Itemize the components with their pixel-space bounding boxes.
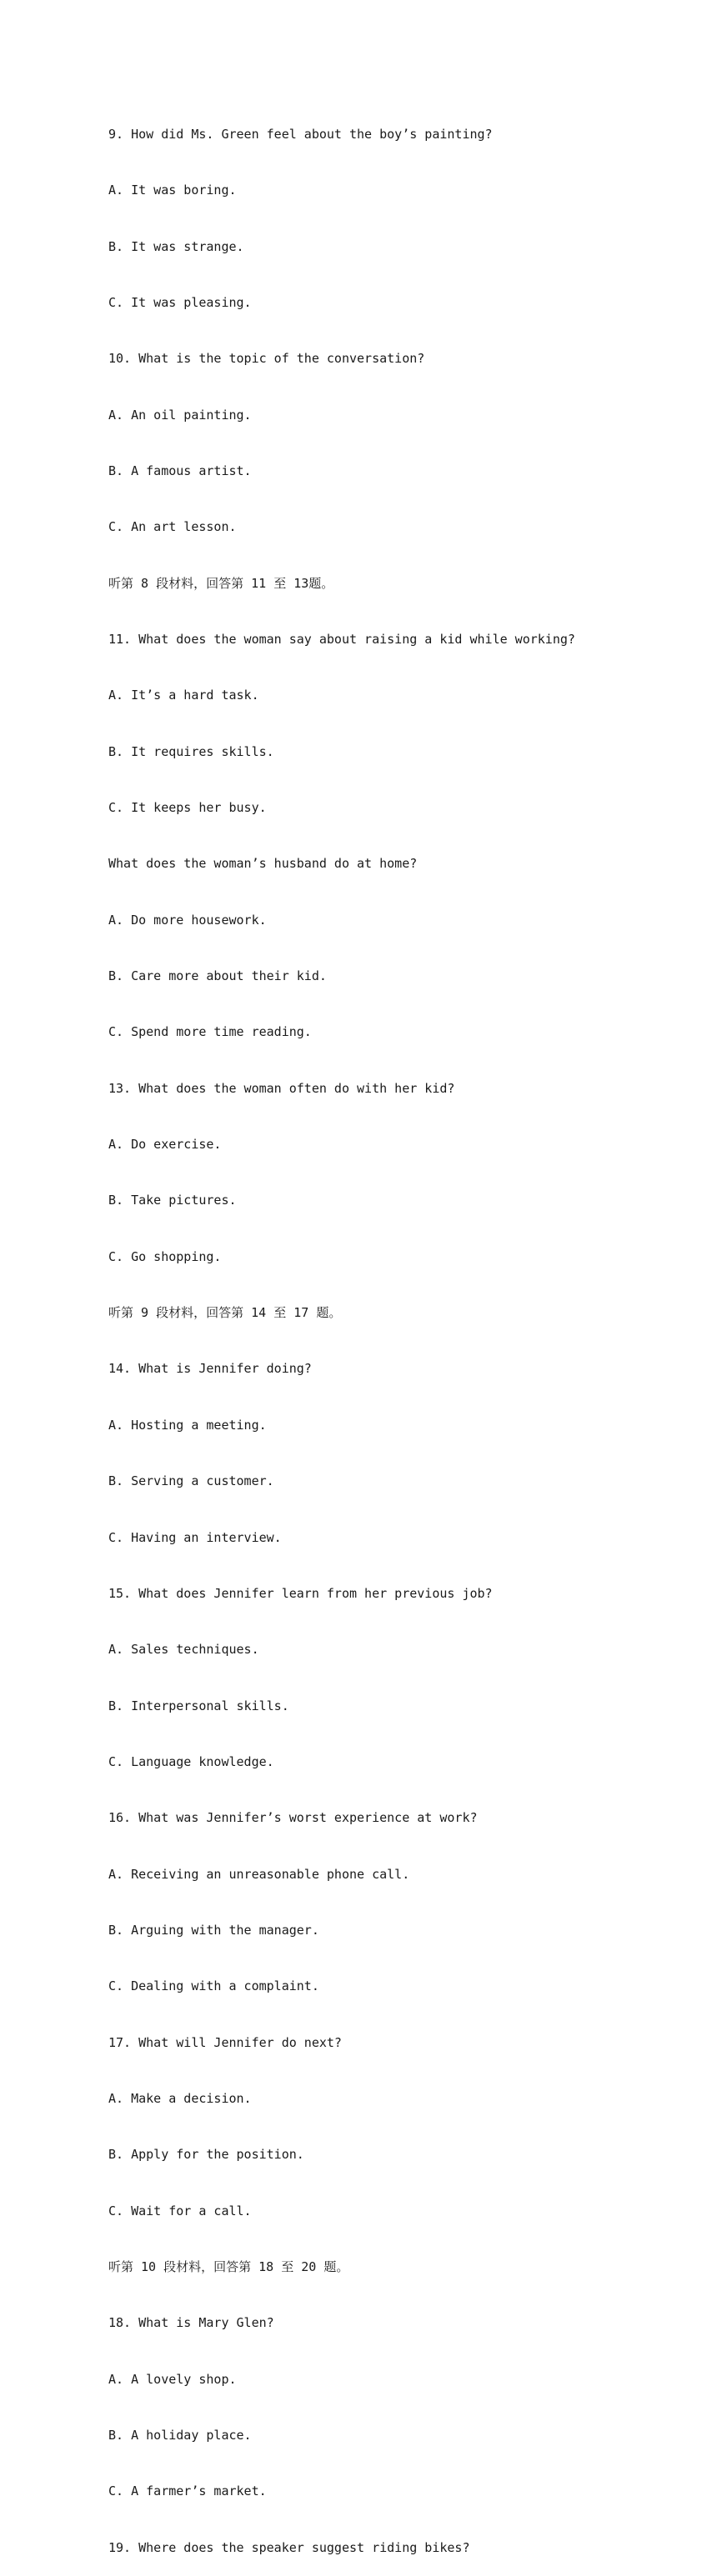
option-17-b: B. Apply for the position. bbox=[108, 2147, 304, 2163]
question-14: 14. What is Jennifer doing? bbox=[108, 1361, 312, 1377]
option-11-b: B. It requires skills. bbox=[108, 743, 274, 759]
section-heading-10: 听第 10 段材料，回答第 18 至 20 题。 bbox=[108, 2258, 349, 2274]
option-9-a: A. It was boring. bbox=[108, 183, 237, 198]
option-10-a: A. An oil painting. bbox=[108, 407, 252, 423]
option-10-b: B. A famous artist. bbox=[108, 463, 252, 478]
option-12-b: B. Care more about their kid. bbox=[108, 968, 327, 984]
question-17: 17. What will Jennifer do next? bbox=[108, 2034, 342, 2050]
question-18: 18. What is Mary Glen? bbox=[108, 2315, 274, 2331]
question-16: 16. What was Jennifer’s worst experience at work? bbox=[108, 1810, 478, 1826]
option-11-c: C. It keeps her busy. bbox=[108, 800, 267, 816]
option-13-a: A. Do exercise. bbox=[108, 1137, 222, 1153]
option-9-b: B. It was strange. bbox=[108, 238, 244, 254]
option-17-a: A. Make a decision. bbox=[108, 2090, 252, 2106]
question-13: 13. What does the woman often do with her kid? bbox=[108, 1080, 455, 1096]
option-16-a: A. Receiving an unreasonable phone call. bbox=[108, 1866, 410, 1882]
option-18-b: B. A holiday place. bbox=[108, 2428, 252, 2443]
question-15: 15. What does Jennifer learn from her previous job? bbox=[108, 1585, 493, 1601]
option-12-a: A. Do more housework. bbox=[108, 912, 267, 928]
option-9-c: C. It was pleasing. bbox=[108, 294, 252, 310]
question-12: What does the woman’s husband do at home? bbox=[108, 856, 418, 872]
option-16-b: B. Arguing with the manager. bbox=[108, 1922, 319, 1938]
document-body bbox=[108, 88, 692, 2576]
question-9: 9. How did Ms. Green feel about the boy’s painting? bbox=[108, 126, 493, 142]
option-15-c: C. Language knowledge. bbox=[108, 1753, 274, 1769]
option-15-a: A. Sales techniques. bbox=[108, 1642, 259, 1658]
option-14-b: B. Serving a customer. bbox=[108, 1473, 274, 1489]
option-10-c: C. An art lesson. bbox=[108, 519, 237, 535]
option-18-a: A. A lovely shop. bbox=[108, 2371, 237, 2387]
question-19: 19. Where does the speaker suggest riding bikes? bbox=[108, 2539, 470, 2555]
option-14-c: C. Having an interview. bbox=[108, 1529, 282, 1545]
section-heading-8: 听第 8 段材料，回答第 11 至 13题。 bbox=[108, 575, 334, 591]
option-13-b: B. Take pictures. bbox=[108, 1193, 237, 1208]
option-15-b: B. Interpersonal skills. bbox=[108, 1698, 289, 1713]
question-11: 11. What does the woman say about raising a kid while working? bbox=[108, 632, 575, 647]
question-10: 10. What is the topic of the conversation? bbox=[108, 351, 425, 367]
option-17-c: C. Wait for a call. bbox=[108, 2203, 252, 2218]
option-18-c: C. A farmer’s market. bbox=[108, 2483, 267, 2499]
option-13-c: C. Go shopping. bbox=[108, 1248, 222, 1264]
section-heading-9: 听第 9 段材料，回答第 14 至 17 题。 bbox=[108, 1305, 342, 1321]
option-12-c: C. Spend more time reading. bbox=[108, 1024, 312, 1040]
option-16-c: C. Dealing with a complaint. bbox=[108, 1978, 319, 1994]
option-14-a: A. Hosting a meeting. bbox=[108, 1417, 267, 1433]
option-11-a: A. It’s a hard task. bbox=[108, 688, 259, 703]
